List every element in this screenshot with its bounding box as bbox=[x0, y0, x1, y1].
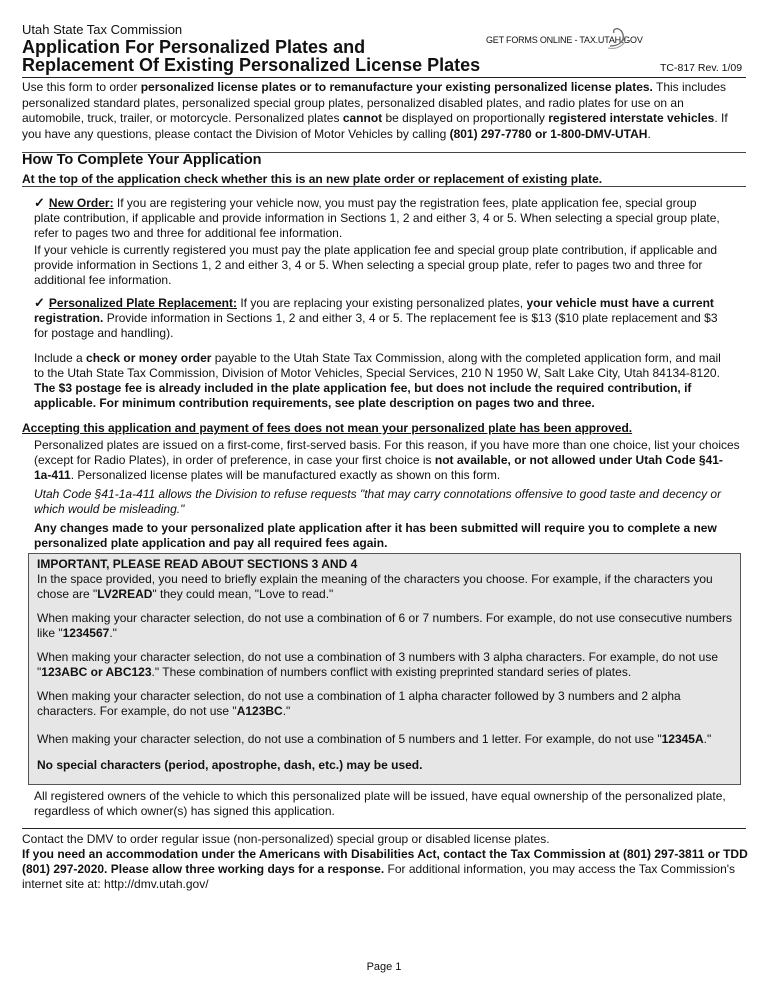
intro-bold: registered interstate vehicles bbox=[548, 111, 715, 125]
header-divider bbox=[22, 77, 746, 78]
replacement-bold: your vehicle must have a current registration. bbox=[34, 296, 714, 325]
approval-heading: Accepting this application and payment of fees does not mean your personalized plate has been approved. bbox=[22, 421, 633, 435]
rule-text: When making your character selection, do not use a combination of 1 alpha character followed by 3 numbers and 2 alpha characters. For example, do not use " bbox=[37, 689, 681, 718]
payment-text: Include a bbox=[34, 351, 87, 365]
intro-bold: cannot bbox=[342, 111, 383, 125]
checkmark-icon: ✓ bbox=[34, 195, 45, 210]
new-order-label: New Order: bbox=[48, 196, 114, 210]
dmv-contact-note: Contact the DMV to order regular issue (non-personalized) special group or disabled license plates. bbox=[22, 832, 550, 846]
payment-bold: check or money order bbox=[86, 351, 212, 365]
replacement-text: Provide information in Sections 1, 2 and either 3, 4 or 5. The replacement fee is $13 ($10 plate replacement and $3 for postage and handling). bbox=[34, 311, 718, 340]
rule-text: When making your character selection, do not use a combination of 5 numbers and 1 letter. For example, do not use " bbox=[37, 732, 662, 746]
rule-text: In the space provided, you need to briefly explain the meaning of the characters you choose. For example, if the characters you chose are " bbox=[37, 572, 713, 601]
replacement-text: If you are replacing your existing personalized plates, bbox=[236, 296, 527, 310]
intro-text: This includes personalized standard plates, personalized special group plates, personalized disabled plates, and radio plates for use on an automobile, truck, trailer, or motorcycle. Personalized plates bbox=[22, 80, 727, 125]
rule-example: A123BC bbox=[236, 704, 283, 718]
important-box bbox=[28, 553, 741, 785]
rule-alpha-numeric bbox=[37, 650, 737, 680]
registered-paragraph: If your vehicle is currently registered you must pay the plate application fee and special group plate contribution, if applicable and provide information in Sections 1, 2 and either 3, 4 or 5. When selecting a special group plate, refer to pages two and three for additional fee information. bbox=[34, 243, 718, 287]
intro-text: Use this form to order bbox=[22, 80, 141, 94]
rule-text: ." bbox=[109, 626, 117, 640]
rule-example: LV2READ bbox=[97, 587, 153, 601]
intro-text: . bbox=[647, 126, 651, 141]
rule-example: 12345A bbox=[661, 732, 704, 746]
section-divider bbox=[22, 186, 746, 187]
website-text: For additional information, you may access the Tax Commission's internet site at: http://dmv.utah.gov/ bbox=[22, 862, 736, 891]
rule-text: When making your character selection, do not use a combination of 6 or 7 numbers. For example, do not use consecutive numbers like " bbox=[37, 611, 733, 640]
rule-text: ." bbox=[282, 704, 291, 718]
utah-code-note: Utah Code §41-1a-411 allows the Division to refuse requests "that may carry connotations offensive to good taste and decency or which would be misleading." bbox=[34, 487, 722, 516]
rule-special-characters: No special characters (period, apostrophe, dash, etc.) may be used. bbox=[37, 758, 423, 772]
rule-5num-1letter bbox=[37, 732, 737, 747]
rule-alpha-3num-2alpha bbox=[37, 689, 737, 719]
rule-meaning bbox=[37, 572, 737, 602]
ada-paragraph bbox=[22, 847, 748, 892]
rule-example: 123ABC or ABC123 bbox=[41, 665, 152, 679]
intro-bold: personalized license plates or to remanufacture your existing personalized license plates. bbox=[140, 80, 653, 94]
get-forms-online-link[interactable]: GET FORMS ONLINE - TAX.UTAH.GOV bbox=[486, 35, 643, 45]
intro-text: be displayed on proportionally bbox=[382, 111, 549, 125]
page-number: Page 1 bbox=[366, 961, 402, 973]
intro-paragraph bbox=[22, 80, 748, 142]
new-order-text: If you are registering your vehicle now, you must pay the registration fees, plate application fee, special group plate contribution, if applicable and provide information in Sections 1, 2 and either 3, 4 or 5. When selecting a special group plate, refer to pages two and three for additional fee information. bbox=[34, 196, 720, 240]
owners-paragraph: All registered owners of the vehicle to which this personalized plate will be issued, have equal ownership of the personalized plate, regardless of which owner(s) has signed this application. bbox=[34, 789, 726, 818]
form-number: TC-817 Rev. 1/09 bbox=[660, 62, 743, 74]
first-come-paragraph bbox=[34, 438, 740, 483]
changes-note: Any changes made to your personalized plate application after it has been submitted will require you to complete a new personalized plate application and pay all required fees again. bbox=[34, 521, 717, 550]
ada-bold: If you need an accommodation under the Americans with Disabilities Act, contact the Tax Commission at (801) 297-3811 or TDD (801) 297-2020. Please allow three working days for a response. bbox=[22, 847, 748, 876]
agency-name: Utah State Tax Commission bbox=[22, 22, 183, 37]
how-to-subheading: At the top of the application check whether this is an new plate order or replacement of existing plate. bbox=[22, 172, 603, 186]
replacement-paragraph bbox=[34, 295, 724, 341]
checkmark-icon: ✓ bbox=[34, 295, 45, 310]
payment-paragraph bbox=[34, 351, 724, 411]
postage-note: The $3 postage fee is already included in the plate application fee, but does not include the required contribution, if applicable. For minimum contribution requirements, see plate description on pages two and three. bbox=[34, 381, 692, 410]
intro-text: . If you have any questions, please contact the Division of Motor Vehicles by calling bbox=[22, 111, 728, 141]
payment-text: payable to the Utah State Tax Commission, along with the completed application form, and mail to the Utah State Tax Commission, Division of Motor Vehicles, Special Services, 210 N 1950 W, Salt Lake City, Utah 84134-8120. bbox=[34, 351, 721, 380]
important-heading: IMPORTANT, PLEASE READ ABOUT SECTIONS 3 AND 4 bbox=[37, 557, 358, 571]
replacement-label: Personalized Plate Replacement: bbox=[48, 296, 237, 310]
tax-commission-logo-icon bbox=[606, 24, 628, 50]
how-to-heading: How To Complete Your Application bbox=[22, 152, 262, 168]
rule-text: ." These combination of numbers conflict with existing preprinted standard series of plates. bbox=[151, 665, 632, 679]
first-come-text: . Personalized license plates will be manufactured exactly as shown on this form. bbox=[70, 468, 501, 482]
first-come-text: Personalized plates are issued on a first-come, first-served basis. For this reason, if you have more than one choice, list your choices (except for Radio Plates), in order of preference, in case your first choice is bbox=[34, 438, 740, 467]
first-come-bold: not available, or not allowed under Utah Code §41-1a-411 bbox=[34, 453, 723, 482]
rule-text: ." bbox=[703, 732, 712, 746]
footer-divider bbox=[22, 828, 746, 829]
page-title-line1: Application For Personalized Plates and bbox=[22, 37, 366, 57]
new-order-paragraph bbox=[34, 195, 724, 241]
dmv-phone: (801) 297-7780 or 1-800-DMV-UTAH bbox=[449, 126, 648, 141]
page-title-line2: Replacement Of Existing Personalized License Plates bbox=[22, 55, 481, 75]
rule-numbers bbox=[37, 611, 737, 641]
rule-text: " they could mean, "Love to read." bbox=[152, 587, 334, 601]
rule-example: 1234567 bbox=[62, 626, 110, 640]
rule-text: When making your character selection, do not use a combination of 3 numbers with 3 alpha characters. For example, do not use " bbox=[37, 650, 719, 679]
